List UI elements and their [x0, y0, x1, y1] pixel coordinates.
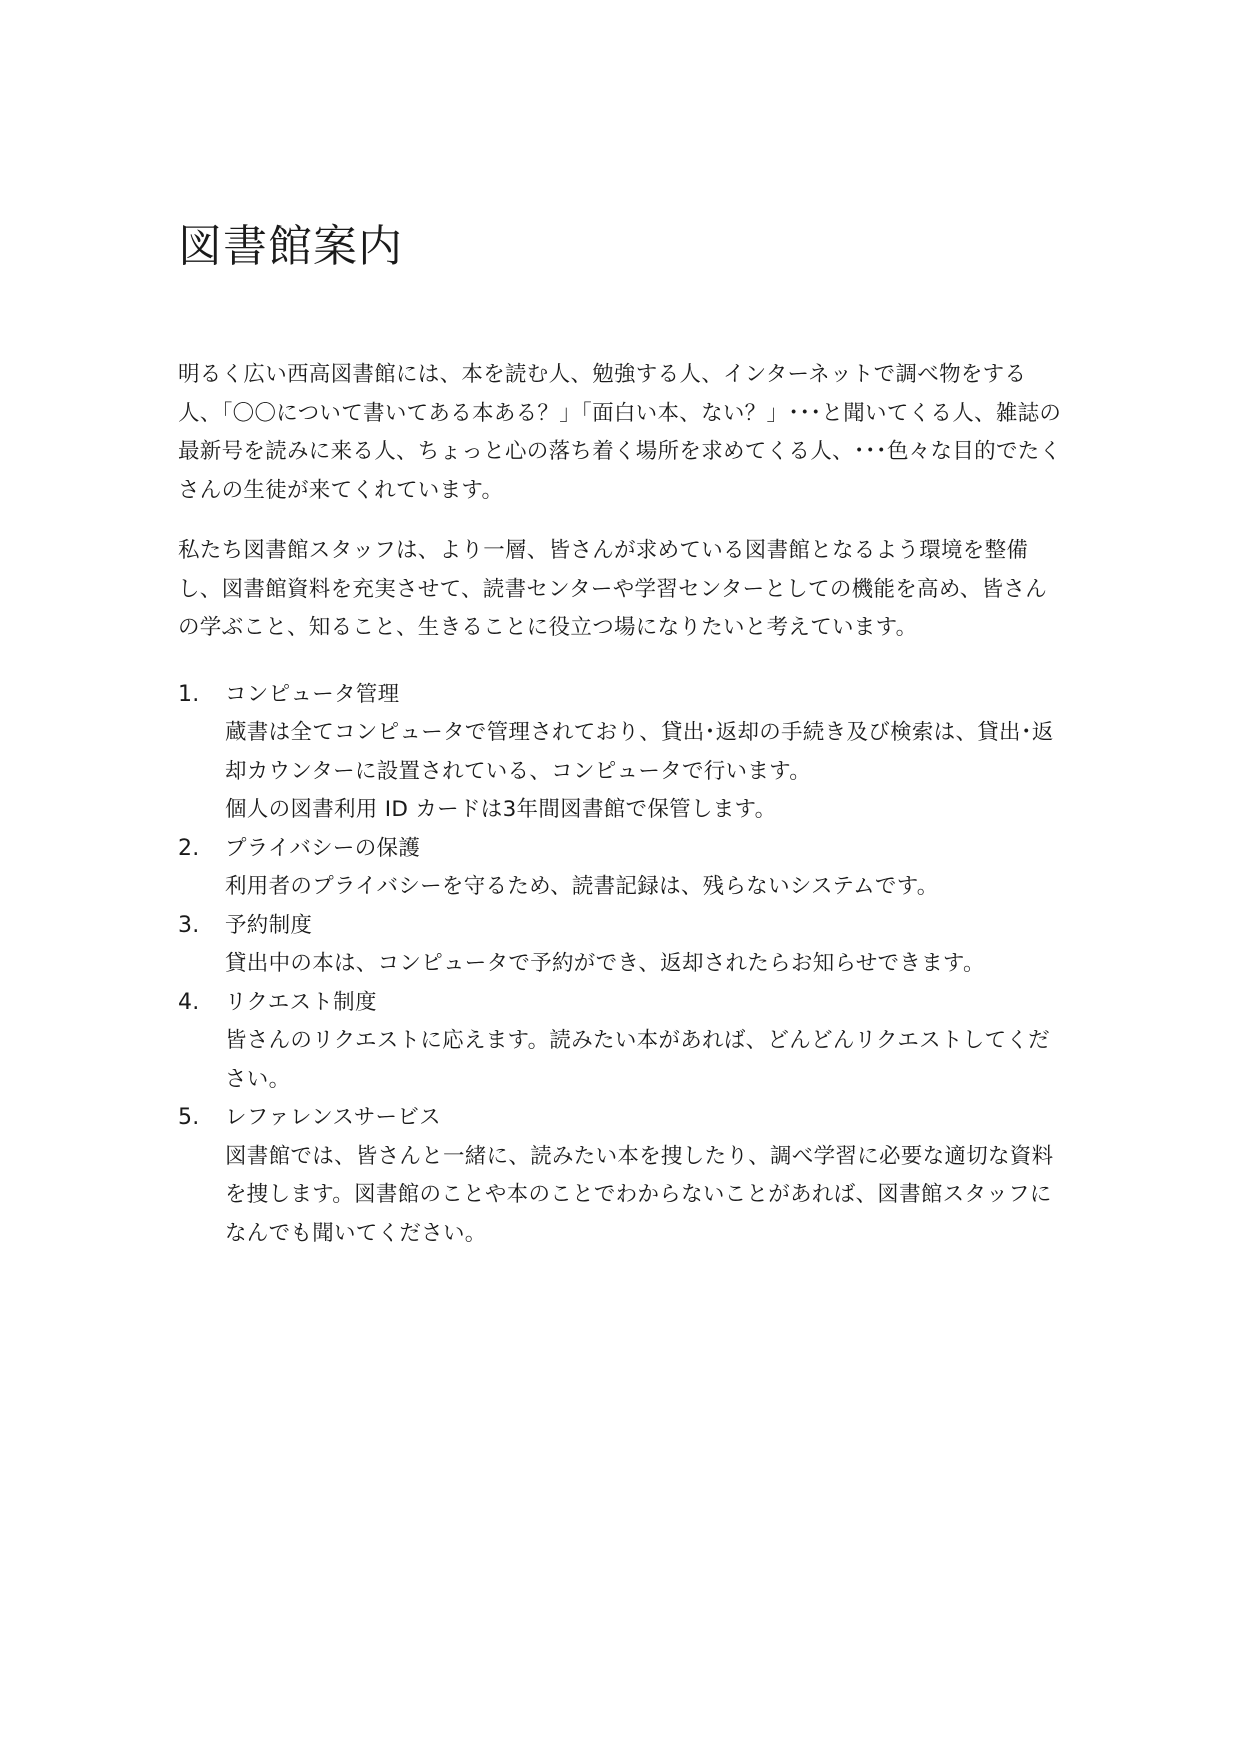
page-title: 図書館案内: [178, 221, 403, 272]
item-text: 皆さんのリクエストに応えます。読みたい本があれば、どんどんリクエストしてください。: [225, 1028, 1050, 1092]
item-heading: レファレンスサービス: [225, 1105, 441, 1130]
list-item: [178, 830, 1068, 907]
item-number: 2.: [178, 835, 200, 861]
intro-section: [178, 356, 1068, 648]
intro-paragraph-1: 明るく広い西高図書館には、本を読む人、勉強する人、インターネットで調べ物をする人、「〇〇について書いてある本ある？」「面白い本、ない？」･･･と聞いてくる人、雑誌の最新号を読みに来る人、ちょっと心の落ち着く場所を求めてくる人、･･･色々な目的でたくさんの生徒が来てくれています。: [178, 362, 1062, 503]
item-number: 5.: [178, 1105, 200, 1130]
list-item: [178, 907, 1068, 984]
item-text: 個人の図書利用 ID カードは3年間図書館で保管します。: [225, 797, 777, 822]
service-list: [178, 676, 1068, 1254]
item-heading: コンピュータ管理: [225, 681, 400, 707]
list-item: [178, 676, 1068, 830]
item-text: 図書館では、皆さんと一緒に、読みたい本を捜したり、調べ学習に必要な適切な資料を捜します。図書館のことや本のことでわからないことがあれば、図書館スタッフになんでも聞いてください。: [225, 1143, 1054, 1246]
item-text: 蔵書は全てコンピュータで管理されており、貸出･返却の手続き及び検索は、貸出･返却カウンターに設置されている、コンピュータで行います。: [225, 720, 1054, 784]
item-heading: リクエスト制度: [225, 989, 377, 1015]
item-heading: 予約制度: [225, 912, 313, 938]
item-text: 利用者のプライバシーを守るため、読書記録は、残らないシステムです。: [225, 874, 939, 899]
intro-paragraph-2: 私たち図書館スタッフは、より一層、皆さんが求めている図書館となるよう環境を整備し、図書館資料を充実させて、読書センターや学習センターとしての機能を高め、皆さんの学ぶこと、知ること、生きることに役立つ場になりたいと考えています。: [178, 538, 1047, 640]
item-heading: プライバシーの保護: [225, 835, 421, 861]
item-number: 4.: [178, 989, 200, 1015]
item-text: 貸出中の本は、コンピュータで予約ができ、返却されたらお知らせできます。: [225, 951, 985, 976]
list-item: [178, 984, 1068, 1100]
document-page: [178, 218, 1068, 1253]
item-number: 3.: [178, 912, 200, 938]
list-item: [178, 1099, 1068, 1253]
item-number: 1.: [178, 681, 200, 707]
